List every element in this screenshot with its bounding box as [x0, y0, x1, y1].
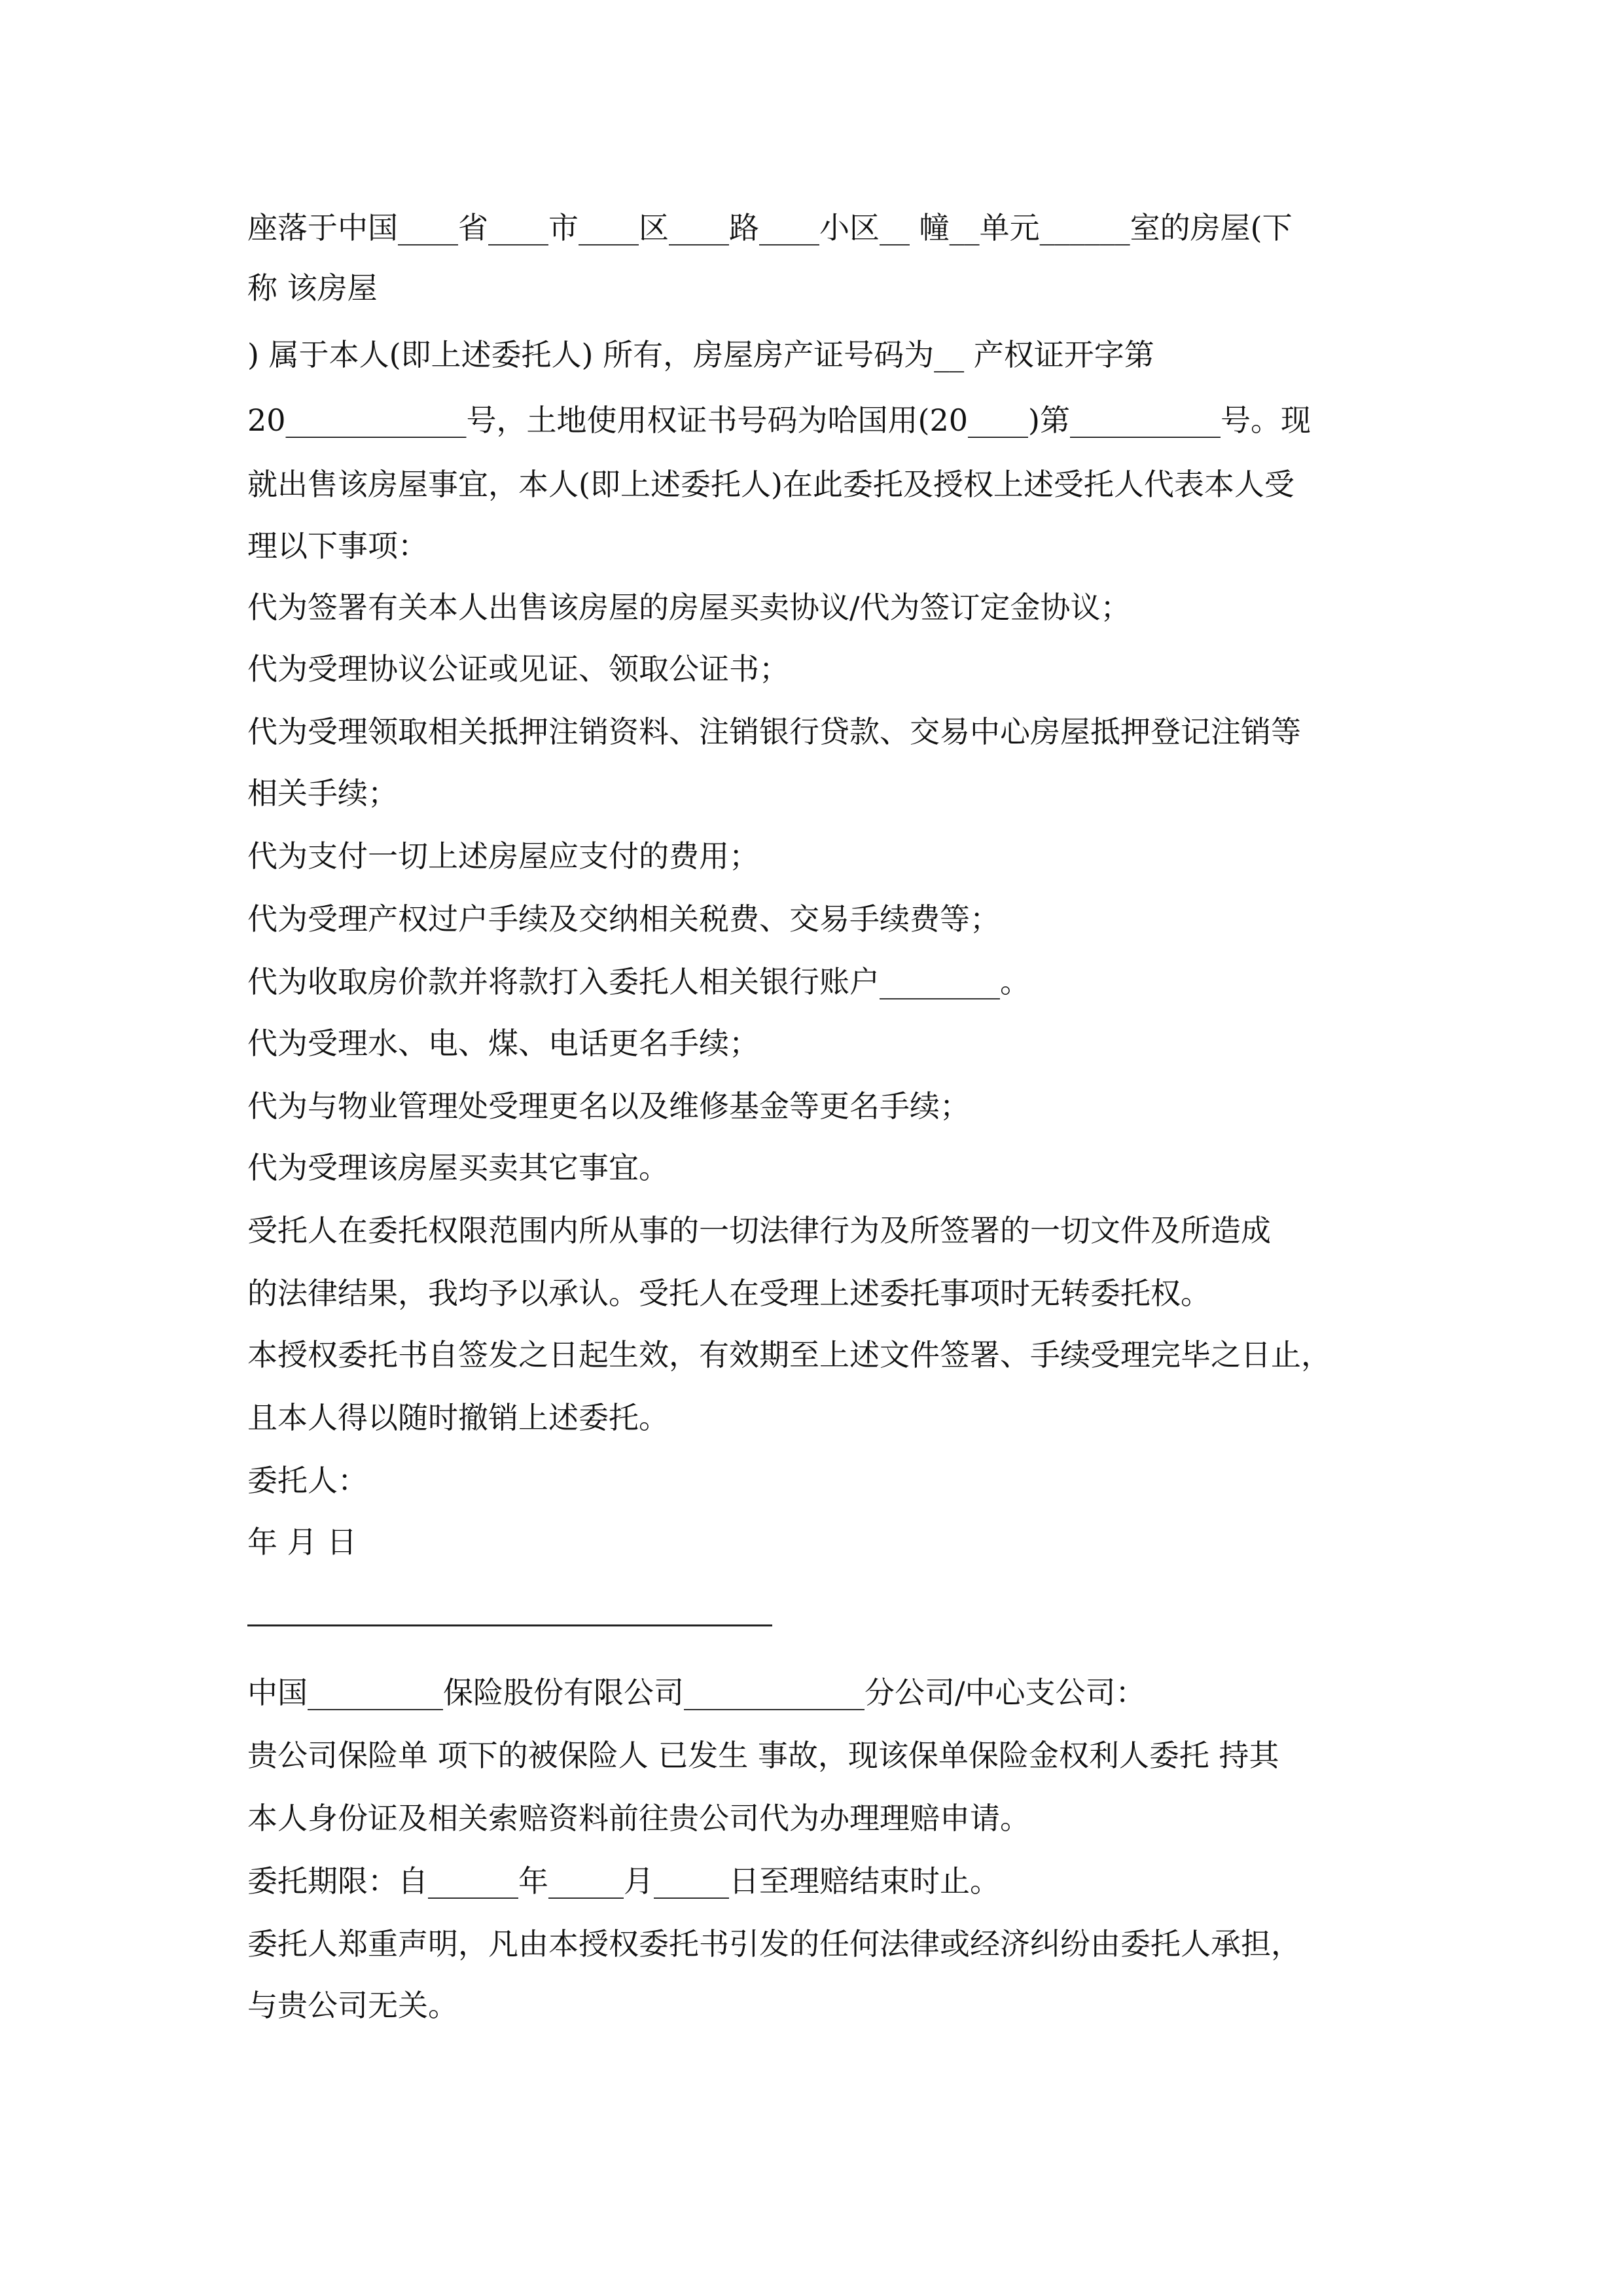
text-line-item-sign-agreement: 代为签署有关本人出售该房屋的房屋买卖协议/代为签订定金协议； [247, 590, 1131, 625]
text-line-unrelated-company: 与贵公司无关。 [247, 1988, 458, 2023]
text-line-insurance-recipient: 中国_________保险股份有限公司____________分公司/中心支公司： [247, 1675, 1146, 1710]
text-line-property-name: 称 该房屋 [247, 270, 378, 306]
text-line-declaration: 委托人郑重声明，凡由本授权委托书引发的任何法律或经济纠纷由委托人承担， [247, 1926, 1301, 1962]
text-line-ownership: ) 属于本人(即上述委托人) 所有，房屋房产证号码为__ 产权证开字第 [247, 337, 1154, 372]
text-line-claim-application: 本人身份证及相关索赔资料前往贵公司代为办理理赔申请。 [247, 1801, 1030, 1836]
text-line-item-mortgage-cancellation: 代为受理领取相关抵押注销资料、注销银行贷款、交易中心房屋抵押登记注销等 [247, 714, 1301, 749]
text-line-legal-results: 的法律结果，我均予以承认。受托人在受理上述委托事项时无转委托权。 [247, 1276, 1211, 1311]
text-line-validity: 本授权委托书自签发之日起生效，有效期至上述文件签署、手续受理完毕之日止， [247, 1337, 1331, 1372]
text-line-item-procedures: 相关手续； [247, 776, 398, 811]
text-line-certificate-numbers: 20____________号，土地使用权证书号码为哈国用(20____)第__________号。现 [247, 403, 1311, 438]
text-line-item-transfer-title: 代为受理产权过户手续及交纳相关税费、交易手续费等； [247, 901, 1000, 937]
text-line-insurance-claim: 贵公司保险单 项下的被保险人 已发生 事故，现该保单保险金权利人委托 持其 [247, 1738, 1279, 1773]
text-line-item-property-management: 代为与物业管理处受理更名以及维修基金等更名手续； [247, 1088, 970, 1124]
text-line-authorization-intro: 就出售该房屋事宜，本人(即上述委托人)在此委托及授权上述受托人代表本人受 [247, 467, 1294, 502]
text-line-item-utilities: 代为受理水、电、煤、电话更名手续； [247, 1026, 759, 1061]
text-line-entrustment-period: 委托期限：自______年_____月_____日至理赔结束时止。 [247, 1863, 1000, 1899]
text-line-legal-acts: 受托人在委托权限范围内所从事的一切法律行为及所签署的一切文件及所造成 [247, 1213, 1271, 1248]
text-line-item-other-matters: 代为受理该房屋买卖其它事宜。 [247, 1150, 669, 1185]
text-line-item-pay-fees: 代为支付一切上述房屋应支付的费用； [247, 838, 759, 874]
text-line-property-location: 座落于中国____省____市____区____路____小区__ 幢__单元______室的房屋(下 [247, 210, 1293, 245]
section-divider [247, 1624, 772, 1626]
text-line-item-collect-payment: 代为收取房价款并将款打入委托人相关银行账户________。 [247, 964, 1030, 999]
text-line-revocation: 且本人得以随时撤销上述委托。 [247, 1400, 669, 1435]
text-line-date: 年 月 日 [247, 1524, 357, 1560]
text-line-item-notarization: 代为受理协议公证或见证、领取公证书； [247, 651, 789, 687]
text-line-matters-heading: 理以下事项： [247, 528, 428, 564]
text-line-principal-label: 委托人： [247, 1463, 368, 1498]
